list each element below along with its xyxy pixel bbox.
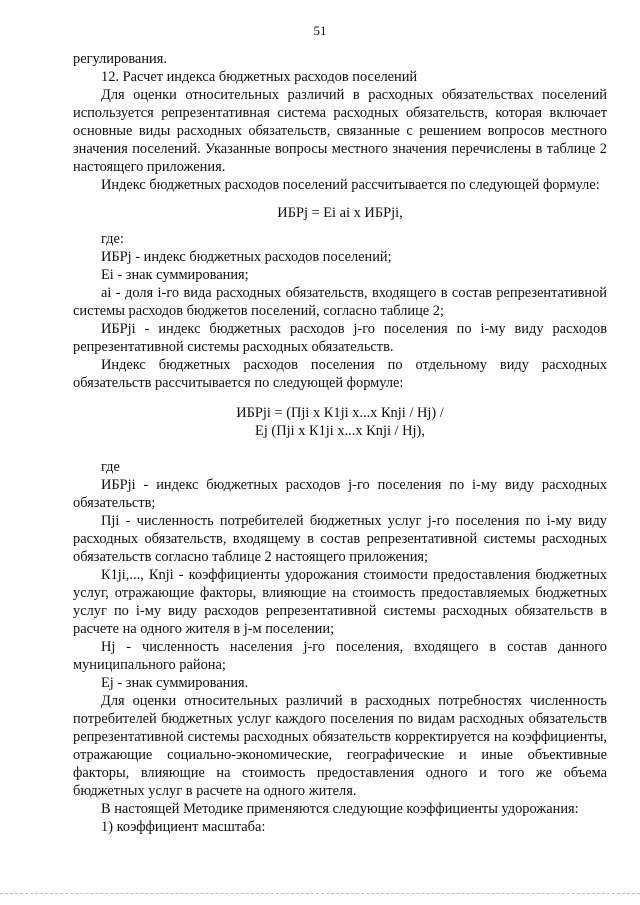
paragraph: Индекс бюджетных расходов поселений рассчитывается по следующей формуле: — [101, 177, 600, 193]
paragraph: Индекс бюджетных расходов поселения по отдельному виду расходных обязательств рассчитывается по следующей формуле: — [73, 357, 607, 391]
definition-item: ИБРji - индекс бюджетных расходов j-го поселения по i-му виду расходов репрезентативной системы расходных обязательств. — [73, 321, 607, 355]
definition-item: Hj - численность населения j-го поселения, входящего в состав данного муниципального района; — [73, 639, 607, 673]
formula-line: Ej (Пji x К1ji x...x Кnji / Hj), — [255, 423, 425, 439]
definition-item: ИБРji - индекс бюджетных расходов j-го поселения по i-му виду расходных обязательств; — [73, 477, 607, 511]
definition-where: где: — [101, 231, 124, 247]
definition-item: Ej - знак суммирования. — [101, 675, 249, 691]
formula-budget-index-by-type — [73, 404, 607, 440]
page-number: 51 — [313, 23, 327, 38]
definition-item: ai - доля i-го вида расходных обязательств, входящего в состав репрезентативной системы расходов бюджетов поселений, согласно таблице 2; — [73, 285, 607, 319]
page-bottom-edge — [0, 893, 640, 894]
formula-budget-index: ИБРj = Ei ai x ИБРji, — [277, 205, 403, 221]
paragraph: В настоящей Методике применяются следующие коэффициенты удорожания: — [101, 801, 579, 817]
paragraph: Для оценки относительных различий в расходных потребностях численность потребителей бюджетных услуг каждого поселения по видам расходных обязательств репрезентативной системы расходных обязательств корректируется на коэффициенты, отражающие социально-экономические, географические и иные объективные факторы, влияющие на стоимость предоставления одного и того же объема бюджетных услуг в расчете на одного жителя. — [73, 693, 607, 799]
list-item: 1) коэффициент масштаба: — [101, 819, 266, 835]
definition-item: Ei - знак суммирования; — [101, 267, 249, 283]
paragraph: регулирования. — [73, 51, 167, 67]
document-body — [73, 50, 607, 836]
definition-item: К1ji,..., Кnji - коэффициенты удорожания стоимости предоставления бюджетных услуг, отражающие факторы, влияющие на стоимость предоставляемых бюджетных услуг по i-му виду расходов репрезентативной системы расходных обязательств в расчете на одного жителя в j-м поселении; — [73, 567, 607, 637]
section-heading: 12. Расчет индекса бюджетных расходов поселений — [101, 69, 418, 85]
definition-item: Пji - численность потребителей бюджетных услуг j-го поселения по i-му виду расходных обязательств, входящему в состав репрезентативной системы расходных обязательств согласно таблице 2 настоящего приложения; — [73, 513, 607, 565]
definition-where: где — [101, 459, 120, 475]
formula-line: ИБРji = (Пji x К1ji x...x Кnji / Hj) / — [236, 405, 444, 421]
definition-item: ИБРj - индекс бюджетных расходов поселений; — [101, 249, 392, 265]
paragraph: Для оценки относительных различий в расходных обязательствах поселений используется репрезентативная система расходных обязательств, которая включает основные виды расходных обязательств, связанные с решением вопросов местного значения поселений. Указанные вопросы местного значения перечислены в таблице 2 настоящего приложения. — [73, 87, 607, 175]
